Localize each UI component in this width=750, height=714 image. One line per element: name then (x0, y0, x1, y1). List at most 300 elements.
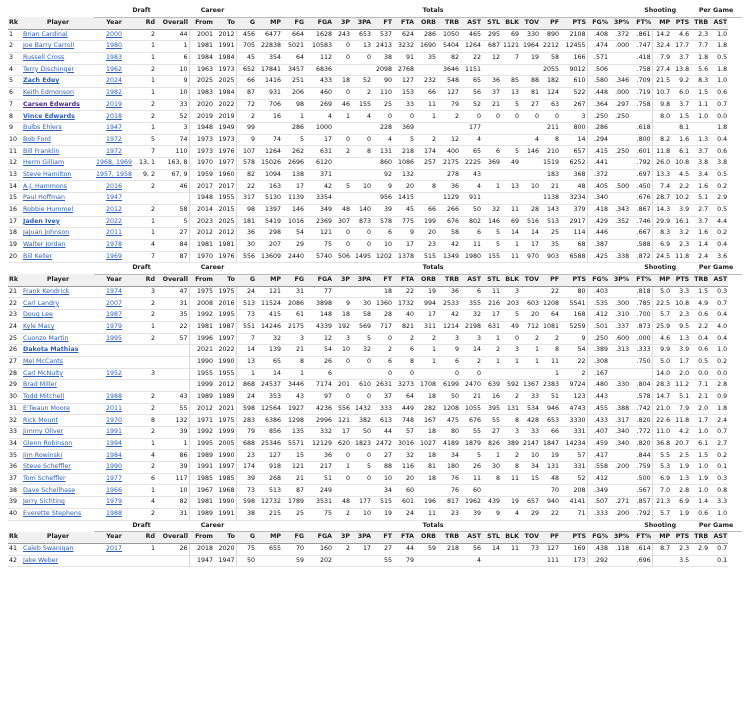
cell-tov: 15 (520, 473, 540, 485)
column-header[interactable]: FT% (630, 532, 652, 544)
player-link[interactable]: Zach Edey (23, 77, 60, 85)
column-header[interactable]: 3PA (351, 274, 372, 286)
column-header[interactable]: TOV (520, 274, 540, 286)
cell-mp: 5130 (256, 193, 282, 205)
cell-3p: 0 (333, 134, 351, 146)
cell-year[interactable] (94, 76, 134, 88)
column-header[interactable]: Overall (156, 274, 189, 286)
cell-fga: 2996 (305, 415, 333, 427)
player-link[interactable]: Jimmy Oliver (23, 428, 64, 436)
draft-year-link[interactable]: 2007 (105, 299, 123, 307)
player-link[interactable]: Brad Miller (23, 381, 57, 389)
player-link[interactable]: Todd Mitchell (23, 393, 65, 401)
column-header[interactable]: 3P (333, 17, 351, 29)
column-header[interactable]: FG% (587, 532, 609, 544)
column-header[interactable]: FT (372, 17, 393, 29)
cell-year[interactable] (94, 64, 134, 76)
column-header[interactable]: TRB (437, 17, 460, 29)
cell-year[interactable] (94, 204, 134, 216)
column-header[interactable]: 3P% (609, 17, 630, 29)
column-header[interactable]: FG (282, 532, 305, 544)
cell-player[interactable] (22, 123, 94, 135)
cell-tov: 603 (520, 298, 540, 310)
cell-player[interactable] (22, 52, 94, 64)
draft-year-link[interactable]: 1990 (105, 463, 123, 471)
cell-3pa: 140 (351, 204, 372, 216)
cell-year[interactable] (94, 544, 134, 556)
cell-stl: 216 (482, 298, 501, 310)
player-link[interactable]: JaJuan Johnson (23, 229, 70, 237)
cell-player[interactable] (22, 497, 94, 509)
column-header[interactable]: 3PA (351, 17, 372, 29)
draft-year-link[interactable]: 2024 (105, 77, 123, 85)
column-header[interactable]: Player (22, 17, 94, 29)
cell-year[interactable] (94, 29, 134, 41)
column-header[interactable]: Player (22, 274, 94, 286)
column-header[interactable]: FG% (587, 17, 609, 29)
cell-player[interactable] (22, 403, 94, 415)
draft-year-link[interactable]: 1968, 1969 (95, 159, 133, 167)
column-header[interactable]: FT% (630, 274, 652, 286)
column-header[interactable]: AST (709, 532, 728, 544)
player-link[interactable]: Doug Lee (23, 311, 53, 319)
cell-trbg: 2.3 (690, 29, 709, 41)
column-header[interactable]: TRB (437, 532, 460, 544)
cell-player[interactable] (22, 485, 94, 497)
cell-g: 9 (236, 134, 256, 146)
player-link[interactable]: Carl Landry (23, 299, 60, 307)
cell-player[interactable] (22, 99, 94, 111)
cell-player[interactable] (22, 333, 94, 345)
draft-year-link[interactable]: 1978 (105, 241, 123, 249)
cell-stl: 14 (482, 544, 501, 556)
cell-fta: 116 (393, 462, 415, 474)
cell-player[interactable] (22, 193, 94, 205)
cell-year[interactable] (94, 134, 134, 146)
cell-ft: 2631 (372, 380, 393, 392)
cell-year[interactable] (94, 146, 134, 158)
draft-year-link[interactable]: 1979 (105, 323, 123, 330)
column-header[interactable]: G (236, 532, 256, 544)
column-header[interactable]: Overall (156, 532, 189, 544)
cell-pf: 211 (540, 123, 560, 135)
column-header[interactable]: PTS (560, 532, 587, 544)
cell-year[interactable] (94, 111, 134, 123)
column-header[interactable]: MP (256, 532, 282, 544)
cell-player[interactable] (22, 87, 94, 99)
cell-player[interactable] (22, 368, 94, 380)
player-link[interactable]: Bill Keller (23, 252, 53, 260)
draft-year-link[interactable]: 1983 (105, 54, 123, 62)
player-link[interactable]: Vince Edwards (23, 112, 75, 120)
column-header[interactable]: TRB (690, 532, 709, 544)
column-header[interactable]: MP (652, 17, 671, 29)
cell-from: 2012 (189, 228, 214, 240)
draft-year-link[interactable]: 1966 (105, 486, 123, 494)
cell-orb: 59 (415, 544, 437, 556)
column-header[interactable]: Player (22, 532, 94, 544)
cell-player[interactable] (22, 239, 94, 251)
column-header[interactable]: Rk (8, 274, 22, 286)
player-link[interactable]: Bulbs Ehlers (23, 124, 62, 132)
draft-year-link[interactable]: 2016 (105, 182, 123, 190)
column-header[interactable]: FG (282, 274, 305, 286)
player-link[interactable]: Robbie Hummel (23, 206, 74, 213)
column-header[interactable]: FGA (305, 17, 333, 29)
cell-pf: 2 (540, 333, 560, 345)
draft-year-link[interactable]: 1991 (105, 428, 123, 436)
player-link[interactable]: Walter Jordan (23, 241, 66, 249)
cell-trb: 2 (437, 111, 460, 123)
cell-player[interactable] (22, 544, 94, 556)
cell-year[interactable] (94, 450, 134, 462)
cell-player[interactable] (22, 146, 94, 158)
player-link[interactable]: Kyle Macy (23, 323, 55, 330)
cell-year[interactable] (94, 403, 134, 415)
draft-year-link[interactable]: 1972 (105, 135, 123, 143)
draft-year-link[interactable]: 1952 (105, 369, 123, 377)
player-link[interactable]: Steve Scheffler (23, 463, 71, 471)
cell-year[interactable] (94, 462, 134, 474)
cell-stl: 369 (482, 158, 501, 170)
cell-year[interactable] (94, 41, 134, 53)
column-header[interactable]: TOV (520, 17, 540, 29)
cell-player[interactable] (22, 415, 94, 427)
column-header[interactable]: AST (460, 532, 482, 544)
column-header[interactable]: STL (482, 274, 501, 286)
cell-year[interactable] (94, 333, 134, 345)
cell-to: 2022 (214, 345, 236, 357)
cell-fg: 206 (282, 87, 305, 99)
cell-year[interactable] (94, 123, 134, 135)
cell-player[interactable] (22, 345, 94, 357)
column-header[interactable]: G (236, 17, 256, 29)
column-header[interactable]: MP (256, 274, 282, 286)
cell-g: 14 (236, 345, 256, 357)
cell-blk: 0 (501, 333, 520, 345)
draft-year-link[interactable]: 1962 (105, 65, 123, 73)
player-link[interactable]: Herm Gilliam (23, 159, 65, 167)
cell-player[interactable] (22, 473, 94, 485)
cell-player[interactable] (22, 298, 94, 310)
column-header[interactable]: ORB (415, 17, 437, 29)
cell-player[interactable] (22, 380, 94, 392)
cell-3pa: 0 (351, 239, 372, 251)
column-header[interactable]: AST (709, 274, 728, 286)
column-header[interactable]: To (214, 274, 236, 286)
cell-year[interactable] (94, 216, 134, 228)
column-header[interactable]: FTA (393, 17, 415, 29)
draft-year-link[interactable]: 1979 (105, 498, 123, 506)
column-header[interactable]: PTS (560, 274, 587, 286)
totals-group-header: Totals (236, 6, 630, 17)
player-link[interactable]: Dakota Mathias (23, 346, 79, 354)
player-link[interactable]: Dave Schellhase (23, 486, 76, 494)
column-header[interactable]: Year (94, 17, 134, 29)
column-header[interactable]: MP (652, 532, 671, 544)
draft-year-link[interactable]: 2011 (105, 404, 123, 412)
cell-player[interactable] (22, 310, 94, 322)
column-header[interactable]: 3P (333, 274, 351, 286)
draft-year-link[interactable]: 1982 (105, 89, 123, 97)
cell-year[interactable] (94, 485, 134, 497)
cell-year[interactable] (94, 310, 134, 322)
column-header[interactable]: From (189, 532, 214, 544)
draft-year-link[interactable]: 1988 (105, 510, 123, 517)
column-header[interactable]: BLK (501, 532, 520, 544)
cell-player[interactable] (22, 181, 94, 193)
cell-year[interactable] (94, 52, 134, 64)
player-link[interactable]: Mel McCants (23, 358, 63, 366)
cell-year[interactable] (94, 169, 134, 181)
column-header[interactable]: FT% (630, 17, 652, 29)
column-header[interactable]: FT (372, 532, 393, 544)
cell-ast: 43 (460, 169, 482, 181)
column-header[interactable]: From (189, 17, 214, 29)
player-link[interactable]: Tom Scheffler (23, 474, 66, 482)
column-header[interactable]: 3P (333, 532, 351, 544)
draft-year-link[interactable]: 1947 (105, 194, 123, 202)
cell-player[interactable] (22, 555, 94, 567)
draft-year-link[interactable]: 1974 (105, 287, 123, 295)
player-link[interactable]: Everette Stephens (23, 510, 82, 517)
cell-year[interactable] (94, 427, 134, 439)
column-header[interactable]: AST (709, 17, 728, 29)
column-header[interactable]: Rd (134, 532, 156, 544)
cell-ft-pct: .742 (630, 403, 652, 415)
cell-player[interactable] (22, 111, 94, 123)
cell-3p: 46 (333, 99, 351, 111)
cell-player[interactable] (22, 438, 94, 450)
column-header[interactable]: 3P% (609, 274, 630, 286)
column-header[interactable]: PTS (560, 17, 587, 29)
cell-rk: 15 (8, 193, 22, 205)
column-header[interactable]: FG% (587, 274, 609, 286)
player-link[interactable]: Steve Hamilton (23, 170, 72, 178)
cell-year[interactable] (94, 181, 134, 193)
column-header[interactable]: PTS (671, 532, 690, 544)
draft-year-link[interactable]: 2022 (105, 217, 123, 225)
cell-ast: 5 (460, 450, 482, 462)
column-header[interactable]: Rk (8, 532, 22, 544)
column-header[interactable]: FT (372, 274, 393, 286)
column-header[interactable]: BLK (501, 274, 520, 286)
cell-tov: 1 (520, 356, 540, 368)
cell-year[interactable] (94, 391, 134, 403)
cell-year[interactable] (94, 508, 134, 520)
column-header[interactable]: PF (540, 17, 560, 29)
table-row (8, 333, 742, 345)
draft-year-link[interactable]: 1947 (105, 124, 123, 132)
player-link[interactable]: Paul Hoffman (23, 194, 66, 202)
column-header[interactable]: MP (256, 17, 282, 29)
column-header[interactable]: To (214, 17, 236, 29)
cell-year[interactable] (94, 251, 134, 263)
player-link[interactable]: Rick Mount (23, 416, 58, 424)
cell-year[interactable] (94, 158, 134, 170)
cell-year[interactable] (94, 193, 134, 205)
cell-year[interactable] (94, 415, 134, 427)
player-link[interactable]: Cuonzo Martin (23, 334, 69, 342)
draft-year-link[interactable]: 2019 (105, 100, 123, 108)
cell-player[interactable] (22, 450, 94, 462)
cell-year[interactable] (94, 438, 134, 450)
column-header[interactable]: FTA (393, 274, 415, 286)
draft-year-link[interactable]: 1994 (105, 439, 123, 447)
cell-blk: 8 (501, 462, 520, 474)
player-link[interactable]: Keith Edmonson (23, 89, 74, 97)
cell-3pa: 1495 (351, 251, 372, 263)
cell-player[interactable] (22, 228, 94, 240)
cell-trbg: 1.0 (690, 427, 709, 439)
column-header[interactable]: Overall (156, 17, 189, 29)
cell-stl: 5 (482, 239, 501, 251)
player-link[interactable]: Frank Kendrick (23, 287, 70, 295)
cell-year[interactable] (94, 473, 134, 485)
column-header[interactable]: AST (460, 17, 482, 29)
draft-year-link[interactable]: 1969 (105, 252, 123, 260)
player-link[interactable]: Bill Franklin (23, 147, 60, 155)
draft-year-link[interactable]: 1970 (105, 416, 123, 424)
cell-year[interactable] (94, 99, 134, 111)
draft-year-link[interactable]: 2000 (105, 30, 123, 38)
player-link[interactable]: Jaden Ivey (23, 217, 60, 225)
player-link[interactable]: Terry Dischinger (23, 65, 74, 73)
player-link[interactable]: Joe Barry Carroll (23, 42, 75, 50)
column-header[interactable]: PTS (671, 17, 690, 29)
column-header[interactable]: STL (482, 532, 501, 544)
column-header[interactable]: FTA (393, 532, 415, 544)
cell-player[interactable] (22, 76, 94, 88)
cell-year[interactable] (94, 87, 134, 99)
career-group-header: Career (189, 6, 236, 17)
cell-year[interactable] (94, 321, 134, 333)
cell-pf: 1138 (540, 193, 560, 205)
column-header[interactable]: MP (652, 274, 671, 286)
column-header[interactable]: Year (94, 532, 134, 544)
cell-player[interactable] (22, 29, 94, 41)
player-link[interactable]: Jim Rowinski (23, 451, 63, 459)
cell-to: 1947 (214, 555, 236, 567)
draft-year-link[interactable]: 1984 (105, 451, 123, 459)
draft-year-link[interactable]: 2012 (105, 206, 123, 213)
column-header[interactable]: 3PA (351, 532, 372, 544)
cell-player[interactable] (22, 41, 94, 53)
column-header[interactable]: FG (282, 17, 305, 29)
draft-year-link[interactable]: 1977 (105, 474, 123, 482)
draft-year-link[interactable]: 1988 (105, 393, 123, 401)
player-link[interactable]: Glenn Robinson (23, 439, 73, 447)
draft-year-link[interactable]: 2017 (105, 545, 123, 553)
draft-year-link[interactable]: 1987 (105, 311, 123, 319)
cell-year[interactable] (94, 368, 134, 380)
cell-year[interactable] (94, 286, 134, 298)
column-header[interactable]: G (236, 274, 256, 286)
cell-player[interactable] (22, 321, 94, 333)
cell-player[interactable] (22, 427, 94, 439)
column-header[interactable]: ORB (415, 532, 437, 544)
cell-player[interactable] (22, 251, 94, 263)
column-header[interactable]: BLK (501, 17, 520, 29)
cell-player[interactable] (22, 158, 94, 170)
draft-year-link[interactable]: 1995 (105, 334, 123, 342)
draft-year-link[interactable]: 1972 (105, 147, 123, 155)
column-header[interactable]: Year (94, 274, 134, 286)
cell-player[interactable] (22, 391, 94, 403)
cell-astg: 1.8 (709, 64, 728, 76)
column-header[interactable]: From (189, 274, 214, 286)
cell-ast: 65 (460, 146, 482, 158)
cell-player[interactable] (22, 204, 94, 216)
player-link[interactable]: Caleb Swanigan (23, 545, 74, 553)
column-header[interactable]: PF (540, 532, 560, 544)
column-header[interactable]: Rk (8, 17, 22, 29)
player-link[interactable]: E'Twaun Moore (23, 404, 70, 412)
column-header[interactable]: FGA (305, 532, 333, 544)
column-header[interactable]: To (214, 532, 236, 544)
player-link[interactable]: Russell Cross (23, 54, 65, 62)
cell-rd: 2 (134, 204, 156, 216)
draft-year-link[interactable]: 2011 (105, 229, 123, 237)
column-header[interactable]: AST (460, 274, 482, 286)
cell-3p-pct (609, 64, 630, 76)
cell-player[interactable] (22, 216, 94, 228)
column-header[interactable]: Rd (134, 17, 156, 29)
column-header[interactable]: TRB (690, 274, 709, 286)
cell-fta: 64 (393, 391, 415, 403)
cell-tov: 20 (520, 310, 540, 322)
cell-player[interactable] (22, 169, 94, 181)
draft-year-link[interactable]: 1957, 1958 (95, 170, 133, 178)
column-header[interactable]: PF (540, 274, 560, 286)
column-header[interactable]: PTS (671, 274, 690, 286)
cell-pf: 890 (540, 29, 560, 41)
player-link[interactable]: Jerry Sichting (23, 498, 65, 506)
cell-player[interactable] (22, 508, 94, 520)
column-header[interactable]: TRB (437, 274, 460, 286)
column-header[interactable]: TRB (690, 17, 709, 29)
column-header[interactable]: 3P% (609, 532, 630, 544)
column-header[interactable]: Rd (134, 274, 156, 286)
cell-player[interactable] (22, 64, 94, 76)
column-header[interactable]: FGA (305, 274, 333, 286)
cell-year[interactable] (94, 239, 134, 251)
cell-year[interactable] (94, 228, 134, 240)
player-link[interactable]: A.J. Hammons (23, 182, 68, 190)
column-header[interactable]: TOV (520, 532, 540, 544)
cell-player[interactable] (22, 286, 94, 298)
player-link[interactable]: Brian Cardinal (23, 30, 68, 38)
cell-player[interactable] (22, 134, 94, 146)
cell-player[interactable] (22, 356, 94, 368)
player-link[interactable]: Carl McNulty (23, 369, 64, 377)
column-header[interactable]: ORB (415, 274, 437, 286)
player-link[interactable]: Bob Ford (23, 135, 51, 143)
cell-pts: 5541 (560, 298, 587, 310)
cell-3p-pct: .200 (609, 462, 630, 474)
player-link[interactable]: Carsen Edwards (23, 100, 80, 108)
cell-to: 1976 (214, 146, 236, 158)
cell-rd (134, 193, 156, 205)
draft-year-link[interactable]: 1980 (105, 42, 123, 50)
draft-year-link[interactable]: 2018 (105, 112, 123, 120)
column-header[interactable]: STL (482, 17, 501, 29)
cell-player[interactable] (22, 462, 94, 474)
cell-year[interactable] (94, 497, 134, 509)
cell-year[interactable] (94, 298, 134, 310)
cell-ft: 333 (372, 403, 393, 415)
player-link[interactable]: Jake Weber (23, 556, 59, 564)
